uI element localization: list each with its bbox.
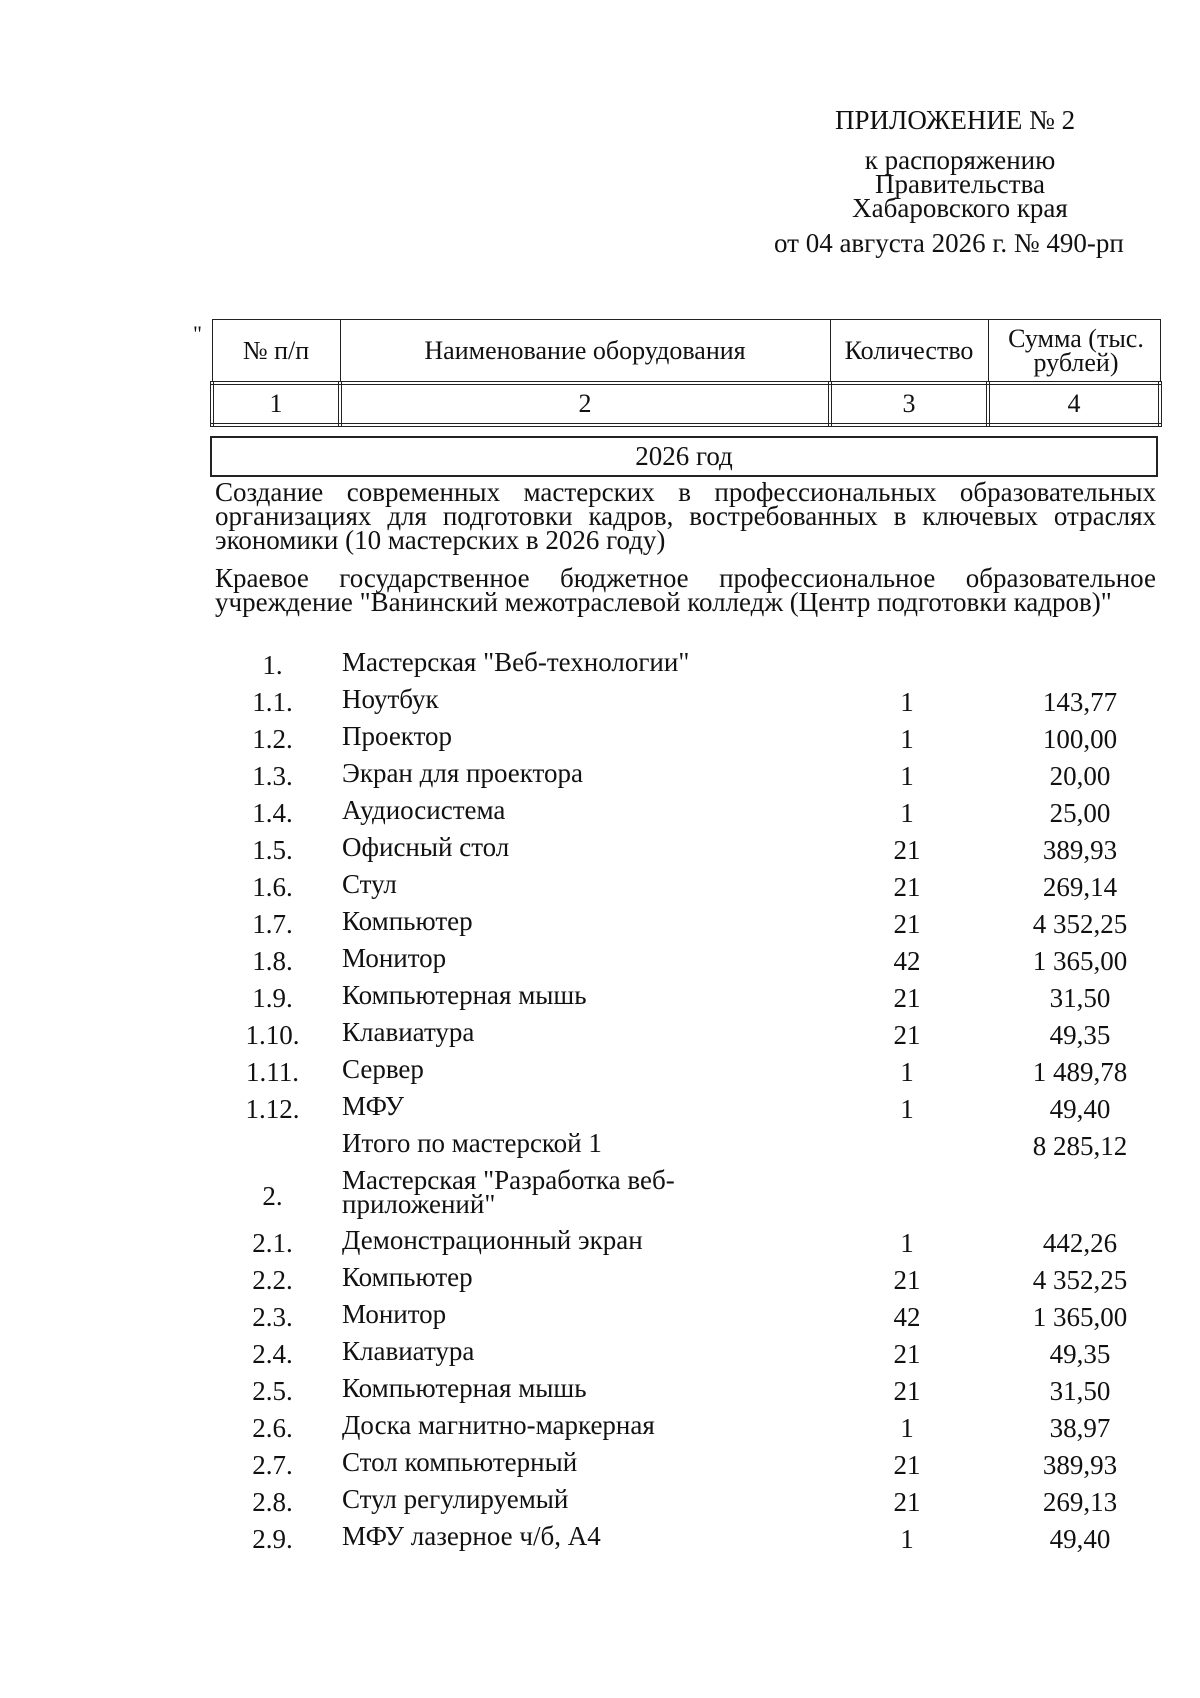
equipment-name: Клавиатура [342, 1017, 475, 1047]
equipment-name: Клавиатура [342, 1336, 475, 1366]
table-row [210, 1445, 1158, 1482]
quantity: 1 [900, 1094, 914, 1124]
quantity: 42 [893, 1302, 921, 1332]
quantity: 21 [893, 983, 921, 1013]
amount: 49,40 [1049, 1094, 1111, 1124]
quantity: 21 [893, 1376, 921, 1406]
equipment-list [210, 645, 1158, 1556]
equipment-name: МФУ [342, 1091, 405, 1121]
equipment-name: Итого по мастерской 1 [342, 1128, 602, 1158]
equipment-name: Стул регулируемый [342, 1484, 569, 1514]
amount: 4 352,25 [1032, 1265, 1128, 1295]
table-row [210, 830, 1158, 867]
equipment-name: Демонстрационный экран [342, 1225, 643, 1255]
row-number: 1.1. [252, 687, 293, 717]
amount: 389,93 [1042, 835, 1118, 865]
header-cell-sum: Сумма (тыс. рублей) [988, 320, 1160, 384]
equipment-name: Доска магнитно-маркерная [342, 1410, 655, 1440]
column-number-2: 2 [340, 383, 830, 425]
equipment-name: Сервер [342, 1054, 424, 1084]
amount: 8 285,12 [1032, 1131, 1128, 1161]
row-number: 2.3. [252, 1302, 293, 1332]
table-row [210, 682, 1158, 719]
row-number: 2.9. [252, 1524, 293, 1554]
row-number: 1.10. [245, 1020, 300, 1050]
amount: 25,00 [1049, 798, 1111, 828]
equipment-name: Компьютер [342, 906, 473, 936]
quantity: 1 [900, 1228, 914, 1258]
amount: 269,13 [1042, 1487, 1118, 1517]
row-number: 2.2. [252, 1265, 293, 1295]
quantity: 21 [893, 1339, 921, 1369]
table-row [210, 756, 1158, 793]
amount: 442,26 [1042, 1228, 1118, 1258]
table-row [210, 1297, 1158, 1334]
row-number: 1.7. [252, 909, 293, 939]
header-line-2: Правительства [875, 169, 1045, 199]
row-number: 1.5. [252, 835, 293, 865]
amount: 1 365,00 [1032, 1302, 1128, 1332]
equipment-name: Офисный стол [342, 832, 510, 862]
header-line-3: Хабаровского края [852, 193, 1068, 223]
equipment-name: Монитор [342, 1299, 447, 1329]
table-row [210, 1371, 1158, 1408]
row-number: 1.4. [252, 798, 293, 828]
table-row [210, 645, 1158, 682]
table-row [210, 1163, 1158, 1223]
quantity: 1 [900, 761, 914, 791]
quantity: 1 [900, 1413, 914, 1443]
equipment-name: Аудиосистема [342, 795, 506, 825]
equipment-name: Компьютерная мышь [342, 1373, 587, 1403]
header-cell-qty: Количество [830, 320, 988, 384]
column-number-1: 1 [212, 383, 340, 425]
table-row [210, 1089, 1158, 1126]
equipment-name: Мастерская "Веб-технологии" [342, 647, 690, 677]
table-row [210, 1260, 1158, 1297]
amount: 31,50 [1049, 1376, 1111, 1406]
section-title: Создание современных мастерских в профессиональных образовательных организациях для подготовки кадров, востребованных в ключевых отраслях экономики (10 мастерских в 2026 году) [215, 477, 1156, 555]
amount: 100,00 [1042, 724, 1118, 754]
row-number: 1.3. [252, 761, 293, 791]
amount: 389,93 [1042, 1450, 1118, 1480]
row-number: 2.1. [252, 1228, 293, 1258]
year-heading: 2026 год [210, 436, 1158, 477]
header-cell-name: Наименование оборудования [340, 320, 830, 384]
row-number: 2.4. [252, 1339, 293, 1369]
header-cell-num: № п/п [212, 320, 340, 384]
appendix-title: ПРИЛОЖЕНИЕ № 2 [835, 105, 1076, 135]
quantity: 21 [893, 1450, 921, 1480]
quantity: 1 [900, 798, 914, 828]
equipment-table-header [210, 319, 1162, 427]
amount: 269,14 [1042, 872, 1118, 902]
equipment-name: Монитор [342, 943, 447, 973]
quantity: 1 [900, 724, 914, 754]
opening-quote-mark: " [193, 321, 202, 346]
amount: 31,50 [1049, 983, 1111, 1013]
row-number: 1.12. [245, 1094, 300, 1124]
amount: 1 489,78 [1032, 1057, 1128, 1087]
amount: 49,40 [1049, 1524, 1111, 1554]
table-row [210, 1482, 1158, 1519]
equipment-name: Ноутбук [342, 684, 439, 714]
column-number-3: 3 [830, 383, 988, 425]
table-row [210, 867, 1158, 904]
header-date-line: от 04 августа 2026 г. № 490-рп [774, 228, 1124, 258]
amount: 38,97 [1049, 1413, 1111, 1443]
row-number: 1.8. [252, 946, 293, 976]
row-number: 1.11. [246, 1057, 299, 1087]
equipment-name: Мастерская "Разработка веб-приложений" [342, 1165, 675, 1219]
quantity: 21 [893, 872, 921, 902]
equipment-name: Компьютерная мышь [342, 980, 587, 1010]
equipment-name: Проектор [342, 721, 453, 751]
row-number: 2.6. [252, 1413, 293, 1443]
amount: 49,35 [1049, 1339, 1111, 1369]
equipment-name: Компьютер [342, 1262, 473, 1292]
table-row [210, 719, 1158, 756]
column-number-4: 4 [988, 383, 1160, 425]
table-row [210, 1223, 1158, 1260]
quantity: 1 [900, 1057, 914, 1087]
quantity: 21 [893, 1265, 921, 1295]
amount: 20,00 [1049, 761, 1111, 791]
table-row [210, 1052, 1158, 1089]
amount: 143,77 [1042, 687, 1118, 717]
table-row [210, 1334, 1158, 1371]
row-number: 1.9. [252, 983, 293, 1013]
table-row [210, 1519, 1158, 1556]
equipment-name: МФУ лазерное ч/б, А4 [342, 1521, 601, 1551]
table-row [210, 941, 1158, 978]
equipment-name: Стул [342, 869, 397, 899]
quantity: 21 [893, 1020, 921, 1050]
organization-name: Краевое государственное бюджетное профессиональное образовательное учреждение "Ванинский межотраслевой колледж (Центр подготовки кадров)" [215, 563, 1156, 617]
table-row [210, 1015, 1158, 1052]
quantity: 42 [893, 946, 921, 976]
row-number: 1.2. [252, 724, 293, 754]
row-number: 2.5. [252, 1376, 293, 1406]
table-row [210, 1126, 1158, 1163]
quantity: 1 [900, 1524, 914, 1554]
row-number: 2. [262, 1181, 283, 1211]
table-row [210, 978, 1158, 1015]
table-row [210, 904, 1158, 941]
quantity: 1 [900, 687, 914, 717]
table-row [210, 1408, 1158, 1445]
amount: 1 365,00 [1032, 946, 1128, 976]
amount: 4 352,25 [1032, 909, 1128, 939]
quantity: 21 [893, 1487, 921, 1517]
row-number: 1. [262, 650, 283, 680]
equipment-name: Стол компьютерный [342, 1447, 578, 1477]
row-number: 1.6. [252, 872, 293, 902]
quantity: 21 [893, 909, 921, 939]
row-number: 2.7. [252, 1450, 293, 1480]
amount: 49,35 [1049, 1020, 1111, 1050]
equipment-name: Экран для проектора [342, 758, 583, 788]
row-number: 2.8. [252, 1487, 293, 1517]
quantity: 21 [893, 835, 921, 865]
table-row [210, 793, 1158, 830]
header-line-1: к распоряжению [864, 145, 1056, 175]
